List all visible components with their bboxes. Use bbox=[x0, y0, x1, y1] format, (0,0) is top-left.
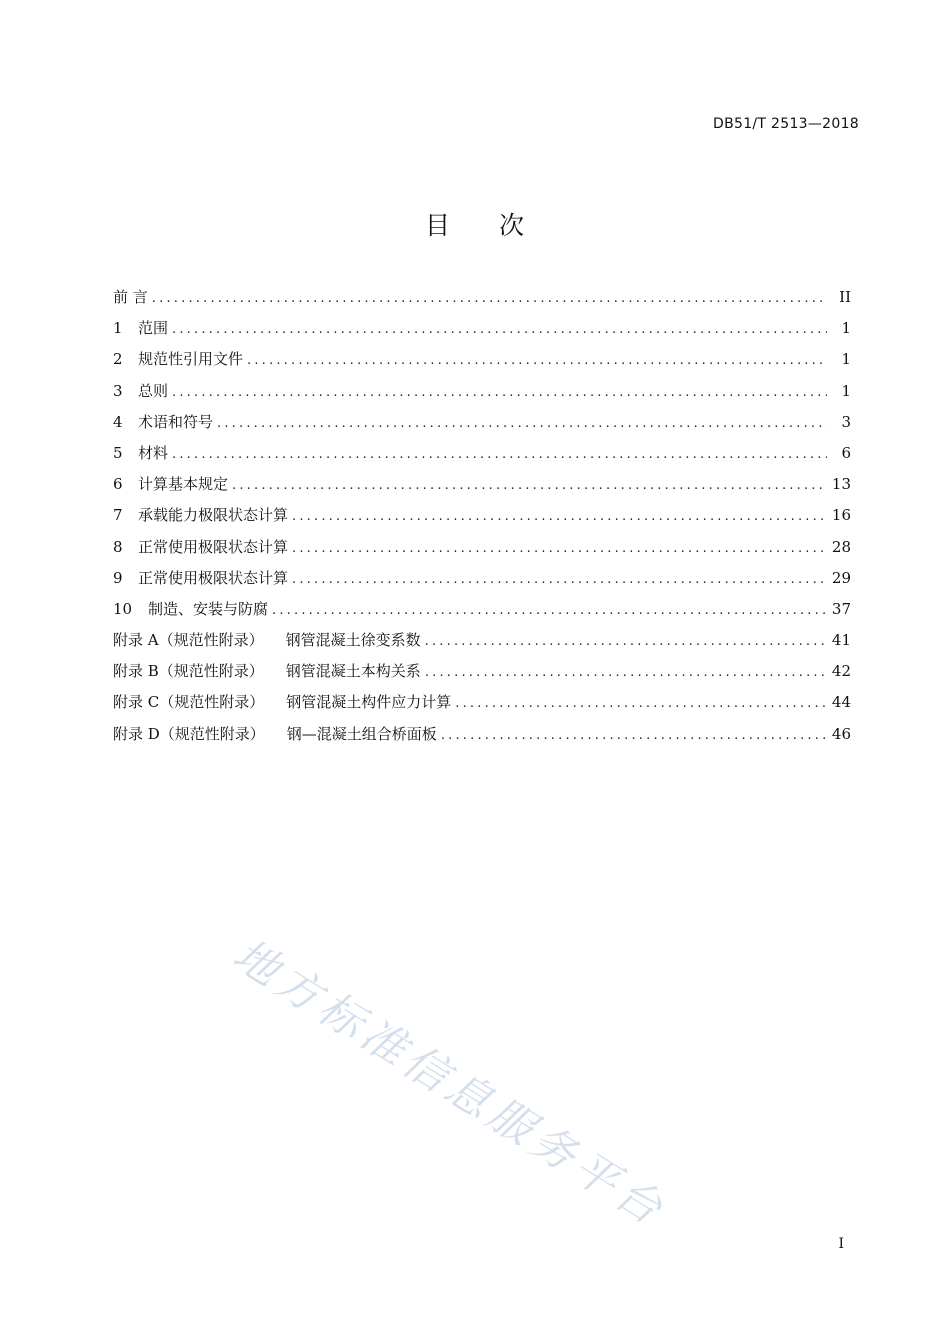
toc-entry-number: 2 bbox=[113, 350, 123, 369]
toc-entry-title: 钢—混凝土组合桥面板 bbox=[286, 724, 437, 743]
toc-entry-number: 6 bbox=[113, 475, 123, 494]
toc-entry-title: 制造、安装与防腐 bbox=[148, 599, 269, 618]
toc-leader-dots bbox=[425, 665, 826, 680]
toc-entry-number: 4 bbox=[113, 412, 123, 431]
toc-entry-page: 1 bbox=[841, 381, 851, 400]
toc-entry-number: 8 bbox=[113, 537, 123, 556]
toc-leader-dots bbox=[172, 385, 827, 400]
toc-entry-number: 附录 D（规范性附录） bbox=[113, 724, 265, 743]
toc-entry-5[interactable] bbox=[113, 442, 851, 473]
toc-entry-page: 42 bbox=[831, 662, 851, 681]
footer-page-number: I bbox=[838, 1236, 844, 1252]
toc-entry-3[interactable] bbox=[113, 380, 851, 411]
toc-leader-dots bbox=[455, 696, 826, 711]
toc-entry-title: 术语和符号 bbox=[138, 412, 214, 431]
toc-entry-page: 28 bbox=[831, 537, 851, 556]
toc-entry-page: 1 bbox=[841, 350, 851, 369]
toc-entry-4[interactable] bbox=[113, 411, 851, 442]
toc-entry-title: 正常使用极限状态计算 bbox=[138, 537, 289, 556]
toc-entry-title: 材料 bbox=[138, 443, 169, 462]
toc-entry-title: 总则 bbox=[138, 381, 169, 400]
toc-entry-page: 16 bbox=[831, 506, 851, 525]
toc-entry-number: 附录 A（规范性附录） bbox=[113, 631, 264, 650]
toc-entry-page: 46 bbox=[831, 724, 851, 743]
toc-entry-title: 承载能力极限状态计算 bbox=[138, 506, 289, 525]
toc-leader-dots bbox=[425, 634, 826, 649]
toc-entry-10[interactable] bbox=[113, 598, 851, 629]
toc-leader-dots bbox=[152, 291, 827, 306]
toc-entry-appendix-b[interactable] bbox=[113, 660, 851, 691]
toc-leader-dots bbox=[272, 603, 826, 618]
toc-entry-page: 13 bbox=[831, 475, 851, 494]
toc-heading bbox=[0, 206, 950, 242]
toc-entry-page: 1 bbox=[841, 319, 851, 338]
toc-leader-dots bbox=[172, 322, 827, 337]
toc-entry-title: 钢管混凝土徐变系数 bbox=[285, 631, 421, 650]
toc-entry-8[interactable] bbox=[113, 536, 851, 567]
toc-entry-page: 41 bbox=[831, 631, 851, 650]
toc-entry-6[interactable] bbox=[113, 473, 851, 504]
toc-entry-number: 附录 C（规范性附录） bbox=[113, 693, 265, 712]
toc-leader-dots bbox=[217, 416, 827, 431]
toc-entry-number: 7 bbox=[113, 506, 123, 525]
toc-entry-page: 44 bbox=[831, 693, 851, 712]
toc-entry-page: 6 bbox=[841, 443, 851, 462]
toc-entry-title: 规范性引用文件 bbox=[138, 350, 244, 369]
toc-leader-dots bbox=[292, 541, 826, 556]
toc-leader-dots bbox=[247, 353, 827, 368]
toc-entry-appendix-d[interactable] bbox=[113, 723, 851, 754]
toc-entry-number: 10 bbox=[113, 599, 133, 618]
toc-entry-appendix-a[interactable] bbox=[113, 629, 851, 660]
toc-entry-preface[interactable] bbox=[113, 286, 851, 317]
toc-entry-2[interactable] bbox=[113, 348, 851, 379]
toc-leader-dots bbox=[172, 447, 827, 462]
toc-entry-appendix-c[interactable] bbox=[113, 691, 851, 722]
table-of-contents bbox=[113, 286, 851, 754]
toc-entry-title: 范围 bbox=[138, 319, 169, 338]
toc-entry-9[interactable] bbox=[113, 567, 851, 598]
watermark: 地方标准信息服务平台 bbox=[224, 929, 676, 1238]
toc-entry-number: 3 bbox=[113, 381, 123, 400]
toc-leader-dots bbox=[292, 572, 826, 587]
toc-entry-page: II bbox=[839, 288, 851, 306]
toc-entry-title: 正常使用极限状态计算 bbox=[138, 568, 289, 587]
toc-leader-dots bbox=[441, 728, 826, 743]
toc-entry-number: 1 bbox=[113, 319, 123, 338]
document-code: DB51/T 2513—2018 bbox=[713, 116, 859, 132]
toc-entry-1[interactable] bbox=[113, 317, 851, 348]
toc-entry-number: 9 bbox=[113, 568, 123, 587]
toc-entry-page: 29 bbox=[831, 568, 851, 587]
toc-entry-title: 钢管混凝土构件应力计算 bbox=[286, 693, 452, 712]
toc-entry-7[interactable] bbox=[113, 504, 851, 535]
toc-entry-number: 附录 B（规范性附录） bbox=[113, 662, 264, 681]
toc-heading-char-2: 次 bbox=[499, 211, 526, 240]
toc-entry-page: 37 bbox=[831, 599, 851, 618]
toc-entry-number: 前 言 bbox=[113, 288, 148, 306]
toc-entry-number: 5 bbox=[113, 443, 123, 462]
toc-heading-char-1: 目 bbox=[424, 211, 451, 240]
toc-entry-page: 3 bbox=[841, 412, 851, 431]
toc-entry-title: 钢管混凝土本构关系 bbox=[285, 662, 421, 681]
toc-leader-dots bbox=[232, 478, 826, 493]
toc-leader-dots bbox=[292, 509, 826, 524]
toc-entry-title: 计算基本规定 bbox=[138, 475, 229, 494]
